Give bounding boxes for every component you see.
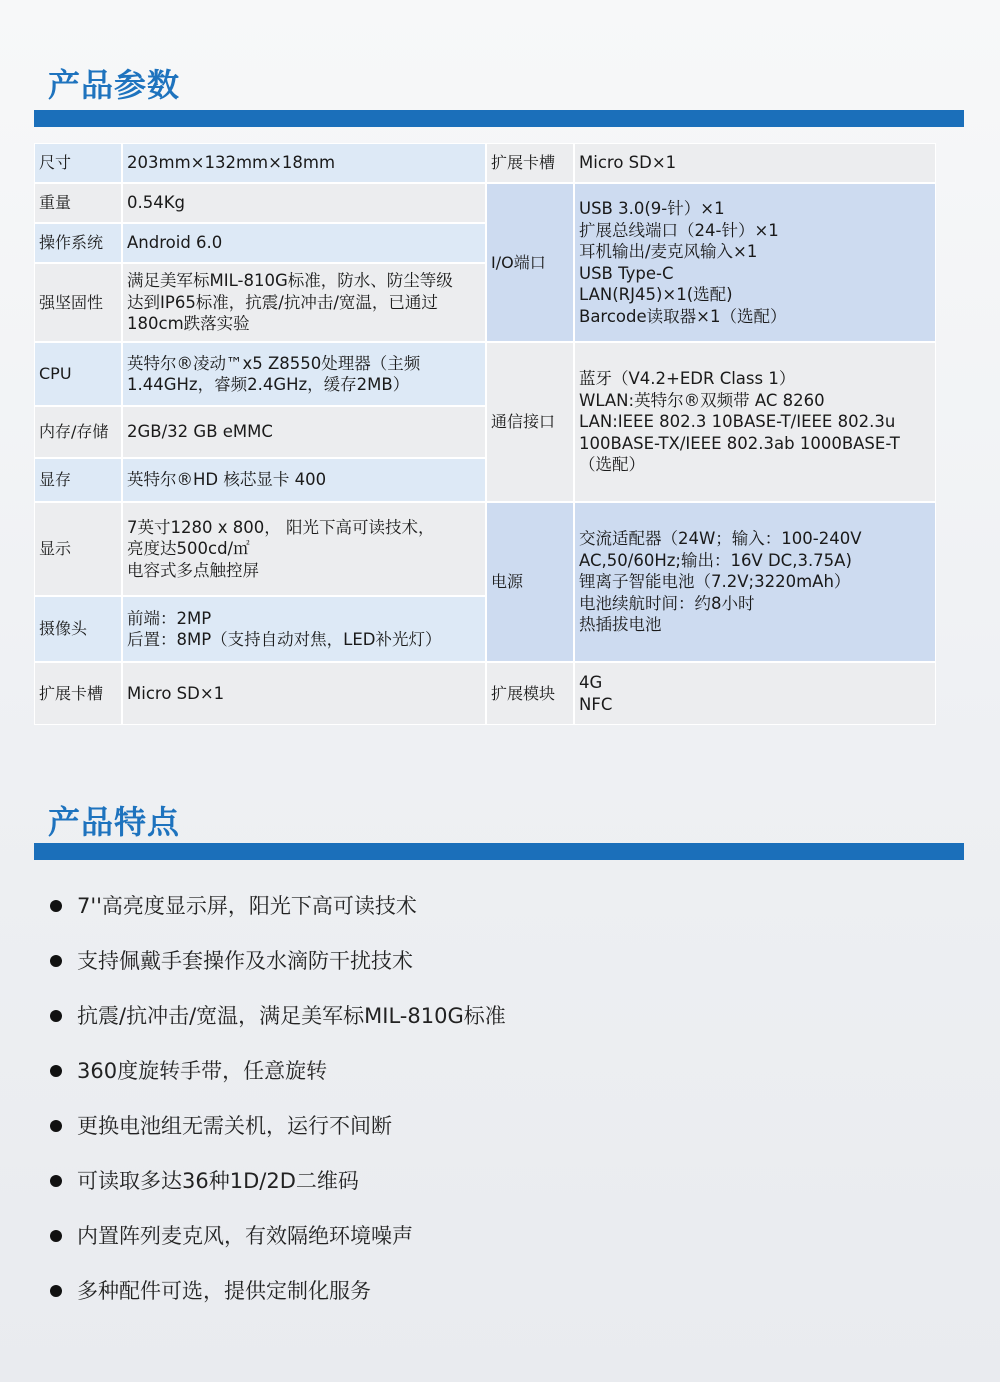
spec-comm-line: LAN:IEEE 802.3 10BASE-T/IEEE 802.3u <box>579 412 896 432</box>
feature-item <box>48 1000 506 1030</box>
spec-table <box>34 143 936 725</box>
feature-text: 7''高亮度显示屏，阳光下高可读技术 <box>77 894 417 918</box>
bullet-dot-icon <box>50 1285 62 1297</box>
spec-label-display: 显示 <box>35 503 121 595</box>
feature-item <box>48 945 413 975</box>
spec-cpu-line: 英特尔®凌动™x5 Z8550处理器（主频 <box>127 353 421 373</box>
spec-label-module: 扩展模块 <box>487 663 573 724</box>
spec-label-comm: 通信接口 <box>487 343 573 501</box>
spec-cpu-line: 1.44GHz，睿频2.4GHz，缓存2MB） <box>127 375 410 394</box>
spec-camera-line: 后置：8MP（支持自动对焦，LED补光灯） <box>127 630 442 649</box>
bullet-dot-icon <box>50 955 62 967</box>
spec-value-power <box>575 503 935 661</box>
bullet-dot-icon <box>50 1010 62 1022</box>
spec-value-memory: 2GB/32 GB eMMC <box>123 407 485 457</box>
spec-label-rugged: 强坚固性 <box>35 264 121 341</box>
spec-rugged-line: 满足美军标MIL-810G标准，防水、防尘等级 <box>127 271 453 291</box>
bullet-dot-icon <box>50 900 62 912</box>
spec-label-camera: 摄像头 <box>35 597 121 661</box>
spec-value-io <box>575 184 935 341</box>
spec-value-comm <box>575 343 935 501</box>
spec-comm-line: WLAN:英特尔®双频带 AC 8260 <box>579 390 825 410</box>
spec-value-rugged <box>123 264 485 341</box>
spec-comm-line: （选配） <box>579 455 645 475</box>
feature-text: 多种配件可选，提供定制化服务 <box>77 1279 371 1303</box>
spec-power-line: AC,50/60Hz;输出：16V DC,3.75A) <box>579 550 852 570</box>
feature-text: 内置阵列麦克风，有效隔绝环境噪声 <box>77 1224 413 1248</box>
feature-item <box>48 1055 327 1085</box>
spec-comm-line: 蓝牙（V4.2+EDR Class 1） <box>579 369 796 389</box>
spec-comm-line: 100BASE-TX/IEEE 802.3ab 1000BASE-T <box>579 433 900 453</box>
spec-io-line: Barcode读取器×1（选配） <box>579 306 787 326</box>
spec-rugged-line: 达到IP65标准，抗震/抗冲击/宽温，已通过 <box>127 292 438 312</box>
feature-item <box>48 1110 392 1140</box>
spec-io-line: USB 3.0(9-针）×1 <box>579 199 725 218</box>
spec-power-line: 锂离子智能电池（7.2V;3220mAh） <box>579 572 851 592</box>
bullet-dot-icon <box>50 1065 62 1077</box>
feature-text: 更换电池组无需关机，运行不间断 <box>77 1114 392 1138</box>
spec-value-right-slot: Micro SD×1 <box>575 144 935 182</box>
spec-label-memory: 内存/存储 <box>35 407 121 457</box>
spec-io-line: 耳机输出/麦克风输入×1 <box>579 242 758 261</box>
spec-display-line: 电容式多点触控屏 <box>127 560 259 580</box>
feature-text: 抗震/抗冲击/宽温，满足美军标MIL-810G标准 <box>77 1004 506 1028</box>
spec-label-size: 尺寸 <box>35 144 121 182</box>
spec-label-right-slot: 扩展卡槽 <box>487 144 573 182</box>
spec-value-size: 203mm×132mm×18mm <box>123 144 485 182</box>
bullet-dot-icon <box>50 1230 62 1242</box>
bullet-dot-icon <box>50 1175 62 1187</box>
spec-value-os: Android 6.0 <box>123 224 485 262</box>
spec-rugged-line: 180cm跌落实验 <box>127 314 250 334</box>
spec-label-left-slot: 扩展卡槽 <box>35 663 121 724</box>
spec-label-io: I/O端口 <box>487 184 573 341</box>
spec-value-display <box>123 503 485 595</box>
spec-value-camera <box>123 597 485 661</box>
spec-value-left-slot: Micro SD×1 <box>123 663 485 724</box>
spec-power-line: 电池续航时间：约8小时 <box>579 593 755 613</box>
spec-label-gpu: 显存 <box>35 459 121 501</box>
spec-power-line: 热插拔电池 <box>579 615 662 635</box>
spec-value-cpu <box>123 343 485 405</box>
bullet-dot-icon <box>50 1120 62 1132</box>
spec-label-cpu: CPU <box>35 343 121 405</box>
feature-text: 360度旋转手带，任意旋转 <box>77 1059 328 1083</box>
params-title: 产品参数 <box>48 66 181 104</box>
spec-io-line: 扩展总线端口（24-针）×1 <box>579 220 779 240</box>
spec-io-line: LAN(RJ45)×1(选配) <box>579 285 733 304</box>
feature-item <box>48 1275 371 1305</box>
features-title: 产品特点 <box>48 803 181 841</box>
spec-display-line: 亮度达500cd/㎡ <box>127 539 250 559</box>
spec-value-weight: 0.54Kg <box>123 184 485 222</box>
spec-power-line: 交流适配器（24W；输入：100-240V <box>579 529 862 549</box>
feature-text: 支持佩戴手套操作及水滴防干扰技术 <box>77 949 413 973</box>
feature-item <box>48 1220 413 1250</box>
spec-io-line: USB Type-C <box>579 263 674 283</box>
feature-item <box>48 890 417 920</box>
spec-display-line: 7英寸1280 x 800， 阳光下高可读技术， <box>127 517 435 537</box>
params-title-bar <box>34 110 964 127</box>
spec-camera-line: 前端：2MP <box>127 608 212 628</box>
spec-label-os: 操作系统 <box>35 224 121 262</box>
spec-label-power: 电源 <box>487 503 573 661</box>
spec-label-weight: 重量 <box>35 184 121 222</box>
features-title-bar <box>34 843 964 860</box>
spec-module-line: 4G <box>579 673 603 692</box>
feature-text: 可读取多达36种1D/2D二维码 <box>77 1169 359 1193</box>
feature-item <box>48 1165 359 1195</box>
spec-value-module <box>575 663 935 724</box>
spec-module-line: NFC <box>579 694 613 714</box>
spec-value-gpu: 英特尔®HD 核芯显卡 400 <box>123 459 485 501</box>
